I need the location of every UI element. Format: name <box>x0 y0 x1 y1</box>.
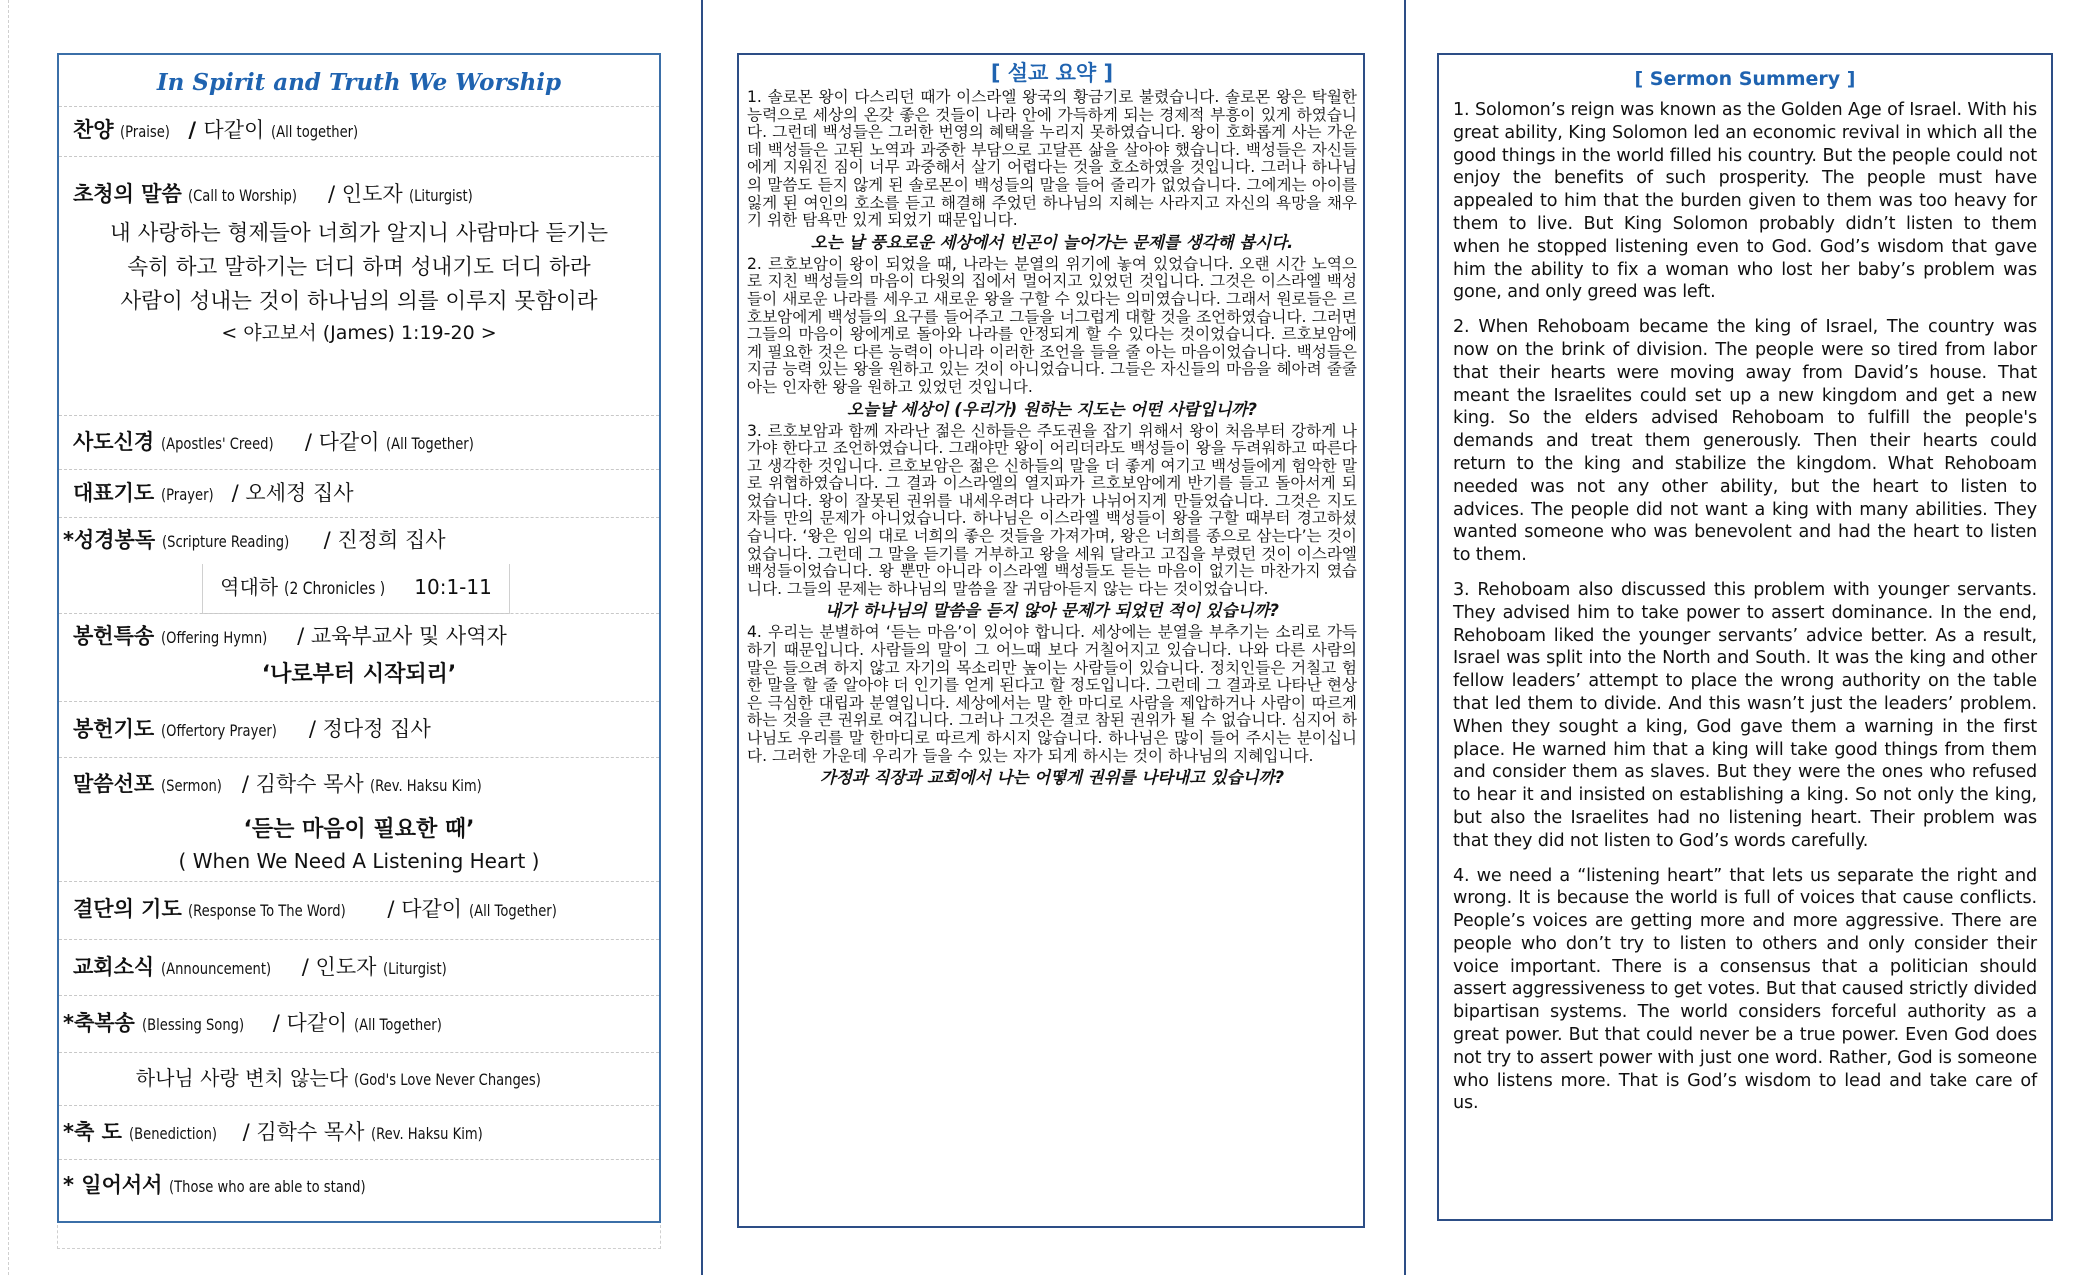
call-label: 초청의 말씀 <box>73 182 182 206</box>
offertory-label: 봉헌기도 <box>73 717 155 741</box>
separator: / <box>298 430 319 454</box>
call-who-en: (Liturgist) <box>409 186 474 205</box>
blessing-song <box>59 1052 659 1105</box>
sermon-label: 말씀선포 <box>73 772 155 796</box>
sermon-title: ‘듣는 마음이 필요한 때’ <box>243 817 475 842</box>
korean-summary-title: [ 설교 요약 ] <box>990 61 1114 85</box>
stand-note-item <box>59 1159 659 1209</box>
sermon-summary-korean-panel <box>737 53 1365 1228</box>
announce-label: 교회소식 <box>73 955 155 979</box>
korean-paragraph-2: 2. 르호보암이 왕이 되었을 때, 나라는 분열의 위기에 놓여 있었습니다. 오랜 시간 노역으로 지친 백성들의 마음이 다윗의 집에서 멀어지고 있었던 것입니다. 그것은 이스라엘 백성들이 새로운 나라를 세우고 새로운 왕을 구할 수 있다는 의미였습니다. 그래서 원로들은 르호보암에게 백성들의 요구를 들어주고 그들을 너그럽게 대할 것을 조언하였습니다. 그러면 그들의 마음이 왕에게로 돌아와 나라를 안정되게 할 수 있다는 것이었습니다. 르호보암에게 필요한 것은 다른 능력이 아니라 이러한 조언을 들을 줄 아는 마음이었습니다. 백성들은 지금 능력 있는 왕을 원하고 있는 것이 아니었습니다. 그들은 자신들의 마음을 헤아려 줄줄 아는 인자한 왕을 원하고 있었던 것입니다. <box>747 254 1357 396</box>
sermon-who-en: (Rev. Haksu Kim) <box>370 776 483 795</box>
sermon-who: 김학수 목사 <box>255 772 364 796</box>
response-who: 다같이 <box>401 897 463 921</box>
benediction-label-en: (Benediction) <box>128 1124 217 1143</box>
english-paragraph-2: 2. When Rehoboam became the king of Israel, The country was now on the brink of division. The people were so tired from labor that their hearts were moving away from David’s house. That meant the Israelites could set up a new kingdom and get a new king. So the elders advised Rehoboam to fulfill the people's demands and treat them generously. Then their hearts could return to the king and stabilize the kingdom. What Rehoboam needed was not any other ability, but the heart to listen to advices. The people did not want a king with many abilities. They wanted someone who was benevolent and had the heart to listen to them. <box>1453 317 2037 566</box>
benediction-who-en: (Rev. Haksu Kim) <box>371 1124 483 1143</box>
passage-book: 역대하 <box>220 575 279 599</box>
reading-label: *성경봉독 <box>63 528 156 552</box>
separator: / <box>266 1011 287 1035</box>
call-label-en: (Call to Worship) <box>188 186 298 205</box>
benediction-label: *축 도 <box>63 1120 122 1144</box>
korean-paragraph-3: 3. 르호보암과 함께 자라난 젊은 신하들은 주도권을 잡기 위해서 왕이 처음부터 강하게 나가야 한다고 조언하였습니다. 그래야만 왕이 어리더라도 백성들이 왕을 두려워하고 따른다고 생각한 것입니다. 르호보암은 젊은 신하들의 말을 더 좋게 여기고 백성들에게 험악한 말로 위협하였습니다. 그 결과 이스라엘의 열지파가 르호보암에게 반기를 들고 돌아서게 되었습니다. 왕이 잘못된 권위를 내세우려다 나라가 나뉘어지게 만들었습니다. 그것은 지도자들 만의 문제가 아니었습니다. 하나님은 이스라엘 백성들이 왕을 구할 때부터 경고하셨습니다. ‘왕은 임의 대로 너희의 좋은 것들을 가져가며, 왕은 너희를 종으로 삼는다’는 것이었습니다. 그런데 그 말을 듣기를 거부하고 왕을 세워 달라고 고집을 부렸던 것이 이스라엘 백성들이었습니다. 왕 뿐만 아니라 이스라엘 백성들도 듣는 마음이 없기는 마찬가지 였습니다. 그들의 문제는 하나님의 말씀을 잘 귀담아듣지 않는 다는 것이었습니다. <box>747 421 1357 598</box>
benediction-who: 김학수 목사 <box>256 1120 365 1144</box>
offering-hymn-item <box>59 613 659 701</box>
creed-item <box>59 415 659 469</box>
sermon-label-en: (Sermon) <box>160 776 222 795</box>
call-to-worship-item <box>59 156 659 415</box>
blessing-label-en: (Blessing Song) <box>141 1015 244 1034</box>
separator: / <box>235 772 256 796</box>
stand-label: * 일어서서 <box>63 1173 163 1197</box>
blessing-label: *축복송 <box>63 1011 135 1035</box>
worship-title: In Spirit and Truth We Worship <box>156 69 562 96</box>
sermon-item <box>59 757 659 881</box>
praise-who-en: (All together) <box>270 122 359 141</box>
prayer-label-en: (Prayer) <box>160 485 214 504</box>
korean-paragraph-1: 1. 솔로몬 왕이 다스리던 때가 이스라엘 왕국의 황금기로 불렸습니다. 솔로몬 왕은 탁월한 능력으로 세상의 온갖 좋은 것들이 나라 안에 가득하게 되는 경제적 부흥이 있게 하였습니다. 그런데 백성들은 그러한 번영의 혜택을 누리지 못하였습니다. 왕이 호화롭게 사는 가운데 백성들은 고된 노역과 과중한 부담으로 고달픈 삶을 살아야 했습니다. 백성들은 자신들에게 지워진 짐이 너무 과중해서 살기 어렵다는 것을 호소하였을 것입니다. 그러나 하나님의 말씀도 듣지 않게 된 솔로몬이 백성들의 말을 들어 줄리가 없었습니다. 그에게는 아이를 잃게 된 여인의 호소를 듣고 해결해 주었던 하나님의 지혜는 사라지고 자신의 욕망을 채우기 위한 탐욕만 있게 되었기 때문입니다. <box>747 88 1357 230</box>
offertory-prayer-item <box>59 701 659 757</box>
sermon-title-en: ( When We Need A Listening Heart ) <box>178 849 540 873</box>
blessing-song-item <box>59 995 659 1105</box>
separator: / <box>235 1120 257 1144</box>
response-item <box>59 881 659 939</box>
hymn-who: 교육부교사 및 사역자 <box>310 624 507 648</box>
order-of-worship-panel <box>57 53 661 1223</box>
call-who: 인도자 <box>341 182 403 206</box>
creed-who: 다같이 <box>318 430 380 454</box>
blessing-who-en: (All Together) <box>354 1015 442 1034</box>
english-paragraph-3: 3. Rehoboam also discussed this problem with younger servants. They advised him to take power to assert dominance. In the end, Rehoboam liked the younger servants’ advice better. As a result, Israel was split into the North and South. It was the king and other fellow leaders’ attempt to place the wrong authority on the table that led them to divide. And this wasn’t just the leaders’ problem. When they sought a king, God gave them a warning in the first place. He warned him that a king will take good things from them and consider them as slaves. But they were the ones who refused to hear it and insisted on establishing a king. So not only the king, but also the Israelites had no listening heart. Their problem was that they did not listen to God’s words carefully. <box>1453 579 2037 851</box>
call-verse-line-1: 내 사랑하는 형제들아 너희가 알지니 사람마다 듣기는 <box>110 221 608 246</box>
praise-item <box>59 106 659 156</box>
korean-question-4: 가정과 직장과 교회에서 나는 어떻게 권위를 나타내고 있습니까? <box>819 768 1285 788</box>
separator: / <box>224 481 246 505</box>
separator: / <box>302 717 323 741</box>
scripture-passage <box>202 564 510 614</box>
call-verse <box>59 211 659 319</box>
prayer-label: 대표기도 <box>73 481 155 505</box>
hymn-label-en: (Offering Hymn) <box>160 628 268 647</box>
english-paragraph-1: 1. Solomon’s reign was known as the Golden Age of Israel. With his great ability, King Solomon led an economic revival in which all the good things in the world filled his country. But the people could not enjoy the benefits of such prosperity. The people must have appealed to him that the burden given to them was too heavy for them to live. But King Solomon probably didn’t listen to them when he stopped listening even to God. God’s wisdom that gave him the ability to fix a woman who lost her baby’s problem was gone, and only greed was left. <box>1453 100 2037 303</box>
korean-paragraph-4: 4. 우리는 분별하여 ‘듣는 마음’이 있어야 합니다. 세상에는 분열을 부추기는 소리로 가득하기 때문입니다. 사람들의 말이 그 어느때 보다 거칠어지고 있습니다. 나와 다른 사람의 말은 들으려 하지 않고 자기의 목소리만 높이는 사람들이 있습니다. 정치인들은 거칠고 험한 말을 할 줄 알아야 더 인기를 얻게 된다고 할 정도입니다. 그런데 그 결과로 나타난 현상은 극심한 대립과 분열입니다. 세상에서는 말 한 마디로 사람을 제압하거나 사람이 따르게 하는 것을 큰 권위로 여깁니다. 그러나 그것은 결코 참된 권위가 될 수 없습니다. 심지어 하나님도 우리를 말 한마디로 따르게 하시지 않습니다. 하나님은 많이 들어 주시는 분이십니다. 그러한 가운데 우리가 들을 수 있는 자가 되게 하시는 것이 하나님의 지혜입니다. <box>747 623 1357 765</box>
left-edge-guide <box>8 0 9 1275</box>
separator: / <box>181 118 204 142</box>
praise-label: 찬양 <box>73 118 114 142</box>
separator: / <box>321 182 342 206</box>
passage-ref: 10:1-11 <box>414 575 492 599</box>
stand-label-en: (Those who are able to stand) <box>169 1177 366 1196</box>
scripture-reading-item <box>59 517 659 613</box>
english-summary-title: [ Sermon Summery ] <box>1634 68 1856 90</box>
fold-line-2 <box>1404 0 1406 1275</box>
offertory-label-en: (Offertory Prayer) <box>160 721 277 740</box>
call-verse-line-2: 속히 하고 말하기는 더디 하며 성내기도 더디 하라 <box>127 255 591 280</box>
separator: / <box>316 528 338 552</box>
reading-who: 진정희 집사 <box>337 528 446 552</box>
prayer-item <box>59 469 659 517</box>
announcement-item <box>59 939 659 995</box>
blessing-song-title-en: (God's Love Never Changes) <box>354 1070 542 1089</box>
blessing-who: 다같이 <box>286 1011 348 1035</box>
announce-label-en: (Announcement) <box>160 959 271 978</box>
announce-who: 인도자 <box>315 955 377 979</box>
praise-who: 다같이 <box>203 118 265 142</box>
response-who-en: (All Together) <box>468 901 557 920</box>
separator: / <box>380 897 402 921</box>
call-verse-line-3: 사람이 성내는 것이 하나님의 의를 이루지 못함이라 <box>120 289 598 314</box>
prayer-who: 오세정 집사 <box>245 481 354 505</box>
response-label: 결단의 기도 <box>73 897 182 921</box>
english-paragraph-4: 4. we need a “listening heart” that lets us separate the right and wrong. It is because the world is full of voices that cause conflicts. People’s voices are getting more and more aggressive. There are people who don’t try to listen to others and only consider their voice important. There is a consensus that a politician should assert aggressiveness to get votes. But that caused strictly divided bipartisan systems. The world considers forceful authority as a great power. But that could never be a true power. Even God does not try to assert power with just one word. Rather, God is someone who listens more. That is God’s wisdom to lead and take care of us. <box>1453 865 2037 1114</box>
passage-book-en: (2 Chronicles ) <box>284 579 386 599</box>
hymn-label: 봉헌특송 <box>73 624 155 648</box>
praise-label-en: (Praise) <box>120 122 171 141</box>
fold-line-1 <box>701 0 703 1275</box>
creed-label-en: (Apostles' Creed) <box>160 434 274 453</box>
blessing-song-title: 하나님 사랑 변치 않는다 <box>135 1066 349 1090</box>
panel-bottom-guide <box>57 1225 661 1249</box>
announce-who-en: (Liturgist) <box>383 959 447 978</box>
korean-question-2: 오늘날 세상이 (우리가) 원하는 지도는 어떤 사람입니까? <box>847 399 1257 419</box>
korean-question-3: 내가 하나님의 말씀을 듣지 않아 문제가 되었던 적이 있습니까? <box>824 601 1279 621</box>
call-verse-reference: < 야고보서 (James) 1:19-20 > <box>221 322 497 344</box>
separator: / <box>290 624 311 648</box>
creed-who-en: (All Together) <box>386 434 474 453</box>
offertory-who: 정다정 집사 <box>322 717 431 741</box>
response-label-en: (Response To The Word) <box>188 901 347 920</box>
separator: / <box>295 955 316 979</box>
creed-label: 사도신경 <box>73 430 155 454</box>
sermon-summary-english-panel <box>1437 53 2053 1221</box>
korean-question-1: 오는 날 풍요로운 세상에서 빈곤이 늘어가는 문제를 생각해 봅시다. <box>810 232 1294 252</box>
reading-label-en: (Scripture Reading) <box>161 532 290 551</box>
benediction-item <box>59 1105 659 1159</box>
hymn-title: ‘나로부터 시작되리’ <box>261 662 457 687</box>
